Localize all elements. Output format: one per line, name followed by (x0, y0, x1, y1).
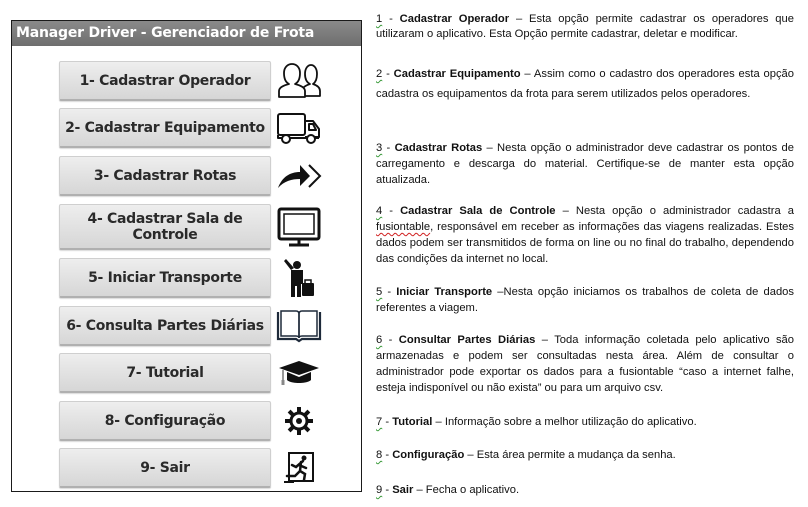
gear-icon (275, 401, 323, 441)
iniciar-transporte-button[interactable]: 5- Iniciar Transporte (59, 258, 271, 298)
item-text: Informação sobre a melhor utilização do aplicativo. (444, 416, 697, 428)
item-text: Assim como o cadastro dos operadores esta opção cadastra os equipamentos da frota para serem utilizados pelos operadores. (376, 68, 794, 100)
menu-row-operador (59, 61, 324, 101)
item-number: 2 (376, 68, 383, 80)
item-number: 3 (376, 142, 383, 154)
item-term: Cadastrar Equipamento (393, 68, 521, 80)
cadastrar-equipamento-button[interactable]: 2- Cadastrar Equipamento (59, 108, 271, 148)
item-text: Fecha o aplicativo. (425, 484, 520, 496)
item-term: Iniciar Transporte (396, 286, 493, 298)
description-item (376, 284, 794, 316)
description-item (376, 12, 794, 42)
item-number: 8 (376, 449, 383, 461)
menu-row-sala-controle (59, 204, 324, 250)
menu-row-configuracao (59, 401, 324, 441)
tutorial-button[interactable]: 7- Tutorial (59, 353, 271, 393)
consulta-partes-diarias-button[interactable]: 6- Consulta Partes Diárias (59, 306, 271, 346)
item-number: 9 (376, 484, 383, 496)
item-dash: – (555, 205, 576, 217)
item-term: Cadastrar Rotas (394, 142, 483, 154)
app-screenshot (11, 20, 362, 492)
item-number: 7 (376, 416, 383, 428)
cadastrar-sala-controle-button[interactable]: 4- Cadastrar Sala de Controle (59, 204, 271, 250)
item-separator: - (382, 13, 400, 25)
item-separator: - (382, 142, 395, 154)
item-term: Sair (392, 484, 414, 496)
item-dash: – (464, 449, 477, 461)
app-title: Manager Driver - Gerenciador de Frota (16, 25, 315, 41)
item-term: Cadastrar Sala de Controle (400, 205, 556, 217)
description-item (376, 482, 794, 498)
description-item (376, 332, 794, 396)
menu-row-rotas (59, 156, 324, 196)
item-text-misspelled: fusiontable (376, 221, 431, 233)
item-separator: - (382, 68, 394, 80)
item-number: 6 (376, 334, 383, 346)
item-number: 4 (376, 205, 383, 217)
item-term: Consultar Partes Diárias (398, 334, 536, 346)
item-number: 1 (376, 13, 383, 25)
item-number: 5 (376, 286, 383, 298)
route-arrow-icon (275, 156, 323, 196)
item-separator: - (382, 205, 401, 217)
description-item (376, 140, 794, 188)
users-icon (275, 61, 323, 101)
item-dash: – (520, 68, 534, 80)
item-text: Toda informação coletada pelo aplicativo são armazenadas e podem ser consultadas nesta área. Além de consultar o administrador pode exportar os dados para a fusiontable “caso a internet falhe, esteja indisponível ou não exista” ou para um arquivo csv. (376, 334, 794, 394)
truck-icon (275, 108, 323, 148)
sair-button[interactable]: 9- Sair (59, 448, 271, 488)
item-term: Cadastrar Operador (399, 13, 510, 25)
item-separator: - (382, 416, 393, 428)
item-term: Configuração (392, 449, 465, 461)
cadastrar-rotas-button[interactable]: 3- Cadastrar Rotas (59, 156, 271, 196)
menu-row-equipamento (59, 108, 324, 148)
item-text: , responsável em receber as informações das viagens realizadas. Estes dados podem ser transmitidos de forma on line ou no final do trabalho, dependendo das condições da internet no local. (376, 221, 794, 265)
menu-row-sair (59, 448, 324, 488)
item-text: Esta opção permite cadastrar os operadores que utilizaram o aplicativo. Esta Opção permite cadastrar, deletar e modificar. (376, 13, 794, 40)
item-separator: - (382, 286, 397, 298)
exit-icon (275, 448, 323, 488)
book-icon (275, 306, 323, 346)
menu-row-iniciar-transporte (59, 258, 324, 298)
description-item (376, 414, 794, 430)
description-item (376, 203, 794, 267)
item-dash: – (509, 13, 530, 25)
item-text: Nesta opção iniciamos os trabalhos de coleta de dados referentes a viagem. (376, 286, 794, 314)
cadastrar-operador-button[interactable]: 1- Cadastrar Operador (59, 61, 271, 101)
item-separator: - (382, 449, 393, 461)
traveler-icon (275, 258, 323, 298)
description-item (376, 447, 794, 463)
menu-row-partes-diarias (59, 306, 324, 346)
menu-row-tutorial (59, 353, 324, 393)
monitor-icon (275, 204, 323, 250)
item-dash: – (492, 286, 504, 298)
item-dash: – (413, 484, 426, 496)
item-term: Tutorial (392, 416, 433, 428)
item-separator: - (382, 484, 393, 496)
item-separator: - (382, 334, 399, 346)
item-text: Esta área permite a mudança da senha. (476, 449, 676, 461)
app-title-bar (12, 21, 361, 46)
graduation-cap-icon (275, 353, 323, 393)
description-item (376, 64, 794, 104)
configuracao-button[interactable]: 8- Configuração (59, 401, 271, 441)
item-dash: – (482, 142, 498, 154)
item-dash: – (432, 416, 445, 428)
item-text: Nesta opção o administrador deve cadastrar os pontos de carregamento e descarga do material. Certifique-se de manter esta opção atualizada. (376, 142, 794, 186)
item-text-pre: Nesta opção o administrador cadastra a (575, 205, 794, 217)
item-dash: – (535, 334, 555, 346)
